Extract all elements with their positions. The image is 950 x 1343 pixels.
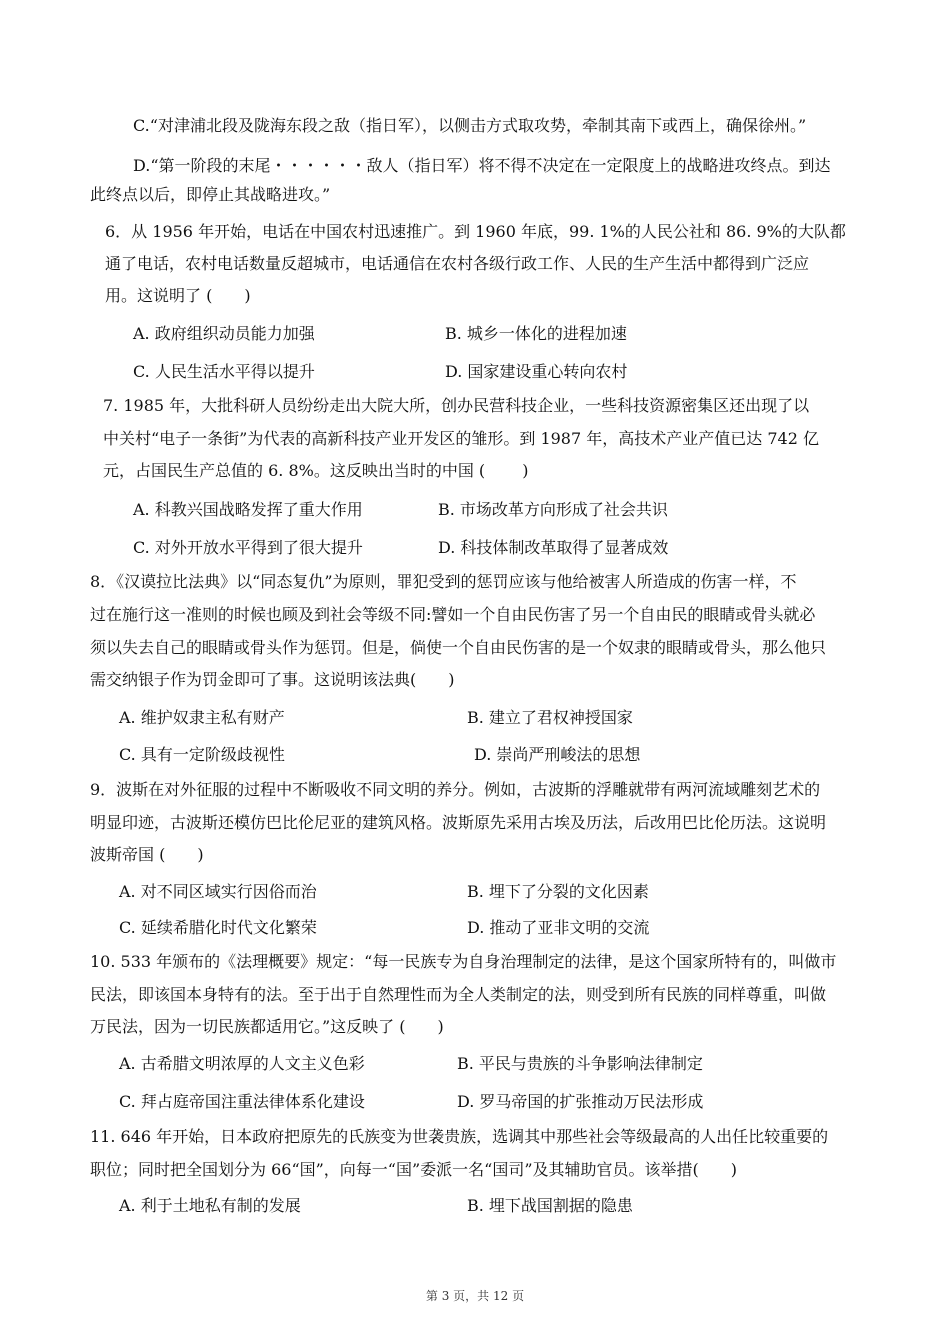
q8-stem-line3: 须以失去自己的眼睛或骨头作为惩罚。但是，倘使一个自由民伤害的是一个奴隶的眼睛或骨头，那么他只	[90, 638, 827, 657]
q11-option-a: A. 利于土地私有制的发展	[119, 1196, 301, 1215]
q10-stem-line1: 10. 533 年颁布的《法理概要》规定：“每一民族专为自身治理制定的法律，是这个国家所特有的，叫做市	[90, 952, 837, 971]
q9-stem-line2: 明显印迹，古波斯还模仿巴比伦尼亚的建筑风格。波斯原先采用古埃及历法，后改用巴比伦历法。这说明	[90, 813, 827, 832]
q6-stem-line1: 6．从 1956 年开始，电话在中国农村迅速推广。到 1960 年底，99. 1%的人民公社和 86. 9%的大队都	[105, 222, 846, 241]
q8-stem-line4: 需交纳银子作为罚金即可了事。这说明该法典( )	[90, 670, 455, 689]
q7-stem-line3: 元，占国民生产总值的 6. 8%。这反映出当时的中国 ( )	[103, 461, 529, 480]
q6-option-c: C. 人民生活水平得以提升	[133, 362, 315, 381]
q6-option-a: A. 政府组织动员能力加强	[133, 324, 315, 343]
q9-option-b: B. 埋下了分裂的文化因素	[467, 882, 649, 901]
q7-option-c: C. 对外开放水平得到了很大提升	[133, 538, 363, 557]
q7-option-d: D. 科技体制改革取得了显著成效	[438, 538, 669, 557]
q5-option-d-line1: D.“第一阶段的末尾・・・・・・敌人（指日军）将不得不决定在一定限度上的战略进攻终点。到达	[133, 156, 831, 175]
q10-stem-line3: 万民法，因为一切民族都适用它。”这反映了 ( )	[90, 1017, 444, 1036]
q10-option-c: C. 拜占庭帝国注重法律体系化建设	[119, 1092, 365, 1111]
q10-option-b: B. 平民与贵族的斗争影响法律制定	[457, 1054, 703, 1073]
q10-stem-line2: 民法，即该国本身特有的法。至于出于自然理性而为全人类制定的法，则受到所有民族的同样尊重，叫做	[90, 985, 827, 1004]
q9-stem-line1: 9．波斯在对外征服的过程中不断吸收不同文明的养分。例如，古波斯的浮雕就带有两河流域雕刻艺术的	[90, 780, 821, 799]
q6-option-d: D. 国家建设重心转向农村	[445, 362, 628, 381]
q9-option-d: D. 推动了亚非文明的交流	[467, 918, 650, 937]
q6-stem-line3: 用。这说明了 ( )	[105, 286, 251, 305]
q11-stem-line1: 11. 646 年开始，日本政府把原先的氏族变为世袭贵族，选调其中那些社会等级最高的人出任比较重要的	[90, 1127, 829, 1146]
q7-stem-line2: 中关村“电子一条街”为代表的高新科技产业开发区的雏形。到 1987 年，高技术产业产值已达 742 亿	[103, 429, 819, 448]
q8-option-c: C. 具有一定阶级歧视性	[119, 745, 285, 764]
q8-option-a: A. 维护奴隶主私有财产	[119, 708, 285, 727]
q6-option-b: B. 城乡一体化的进程加速	[445, 324, 627, 343]
q8-option-b: B. 建立了君权神授国家	[467, 708, 633, 727]
q8-stem-line1: 8．《汉谟拉比法典》以“同态复仇”为原则，罪犯受到的惩罚应该与他给被害人所造成的伤害一样，不	[90, 572, 797, 591]
q5-option-d-line2: 此终点以后，即停止其战略进攻。”	[90, 185, 331, 204]
q7-stem-line1: 7. 1985 年，大批科研人员纷纷走出大院大所，创办民营科技企业，一些科技资源密集区还出现了以	[103, 396, 810, 415]
q10-option-d: D. 罗马帝国的扩张推动万民法形成	[457, 1092, 704, 1111]
page-number-footer: 第 3 页，共 12 页	[425, 1289, 525, 1303]
q10-option-a: A. 古希腊文明浓厚的人文主义色彩	[119, 1054, 365, 1073]
q11-option-b: B. 埋下战国割据的隐患	[467, 1196, 633, 1215]
q9-stem-line3: 波斯帝国 ( )	[90, 845, 204, 864]
q8-option-d: D. 崇尚严刑峻法的思想	[474, 745, 641, 764]
q7-option-b: B. 市场改革方向形成了社会共识	[438, 500, 668, 519]
q9-option-a: A. 对不同区域实行因俗而治	[119, 882, 317, 901]
q6-stem-line2: 通了电话，农村电话数量反超城市，电话通信在农村各级行政工作、人民的生产生活中都得到广泛应	[105, 254, 810, 273]
q8-stem-line2: 过在施行这一准则的时候也顾及到社会等级不同:譬如一个自由民伤害了另一个自由民的眼睛或骨头就必	[90, 605, 816, 624]
q9-option-c: C. 延续希腊化时代文化繁荣	[119, 918, 317, 937]
q11-stem-line2: 职位；同时把全国划分为 66“国”，向每一“国”委派一名“国司”及其辅助官员。该举措( )	[90, 1160, 738, 1179]
q7-option-a: A. 科教兴国战略发挥了重大作用	[133, 500, 363, 519]
q5-option-c: C.“对津浦北段及陇海东段之敌（指日军），以侧击方式取攻势，牵制其南下或西上，确保徐州。”	[133, 116, 807, 135]
